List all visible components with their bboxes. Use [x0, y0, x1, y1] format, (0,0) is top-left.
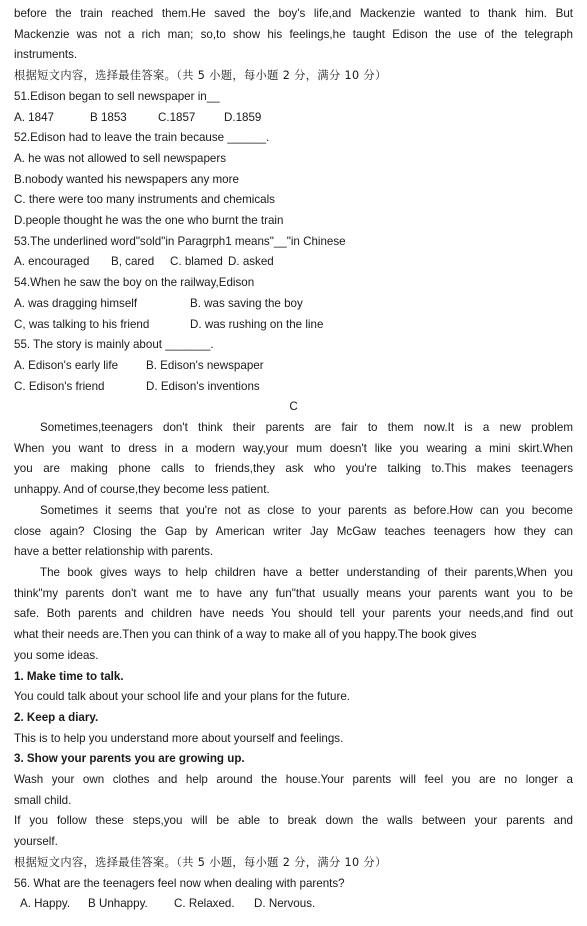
tip-body: Wash your own clothes and help around the house.Your parents will feel you are no longer a — [14, 773, 573, 787]
question-stem: 51.Edison began to sell newspaper in__ — [14, 89, 220, 103]
tip-body: small child. — [14, 793, 72, 807]
passage-closing — [14, 811, 573, 852]
option-c[interactable]: C. Edison's friend — [14, 379, 105, 393]
passage-line: you some ideas. — [14, 648, 99, 662]
question-54 — [14, 273, 573, 335]
option-c[interactable]: C.1857 — [158, 110, 196, 124]
option-d[interactable]: D.people thought he was the one who burnt the train — [14, 214, 284, 228]
passage-line: think"my parents don't want me to have any fun"that usually means your parents want you to be — [14, 586, 573, 600]
passage-line: When you want to dress in a modern way,your mum doesn't like you wearing a mini skirt.When — [14, 441, 573, 455]
passage-paragraph — [14, 501, 573, 563]
question-56 — [14, 874, 573, 915]
option-b[interactable]: B, cared — [111, 255, 155, 269]
option-b[interactable]: B 1853 — [90, 110, 127, 124]
option-row — [14, 294, 573, 315]
tip-body: This is to help you understand more about yourself and feelings. — [14, 731, 344, 745]
passage-line: instruments. — [14, 48, 78, 62]
option-row — [14, 377, 573, 398]
section-instruction: 根据短文内容，选择最佳答案。（共 5 小题，每小题 2 分，满分 10 分） — [14, 855, 387, 869]
question-stem: 54.When he saw the boy on the railway,Edison — [14, 276, 255, 290]
tip-item — [14, 708, 573, 749]
question-stem: 55. The story is mainly about _______. — [14, 338, 214, 352]
tip-item — [14, 749, 573, 811]
passage-line: Sometimes,teenagers don't think their parents are fair to them now.It is a new problem — [40, 421, 573, 435]
option-d[interactable]: D. Edison's inventions — [146, 379, 260, 393]
passage-line: The book gives ways to help children have a better understanding of their parents,When you — [40, 565, 573, 579]
passage-line: If you follow these steps,you will be able to break down the walls between your parents and — [14, 814, 573, 828]
option-row — [14, 315, 573, 336]
option-a[interactable]: A. 1847 — [14, 110, 54, 124]
option-c[interactable]: C. blamed — [170, 255, 223, 269]
option-b[interactable]: B. was saving the boy — [190, 296, 303, 310]
passage-line: what their needs are.Then you can think of a way to make all of you happy.The book gives — [14, 628, 477, 642]
option-row — [14, 252, 573, 273]
passage-line: unhappy. And of course,they become less patient. — [14, 483, 270, 497]
passage-line: Mackenzie was not a rich man; so,to show his feelings,he taught Edison the use of the telegraph — [14, 27, 573, 41]
option-d[interactable]: D. was rushing on the line — [190, 317, 324, 331]
passage-line: you are making phone calls to friends,they ask who you're talking to.This makes teenagers — [14, 462, 573, 476]
option-d[interactable]: D.1859 — [224, 110, 262, 124]
option-b[interactable]: B Unhappy. — [88, 897, 148, 911]
option-a[interactable]: A. encouraged — [14, 255, 90, 269]
option-c[interactable]: C. Relaxed. — [174, 897, 235, 911]
option-d[interactable]: D. asked — [228, 255, 274, 269]
option-row — [14, 356, 573, 377]
option-a[interactable]: A. Edison's early life — [14, 358, 119, 372]
question-stem: 56. What are the teenagers feel now when dealing with parents? — [14, 876, 345, 890]
option-c[interactable]: C. there were too many instruments and chemicals — [14, 193, 275, 207]
passage-line: safe. Both parents and children have needs You should tell your parents your needs,and find out — [14, 607, 573, 621]
tip-title: 2. Keep a diary. — [14, 710, 99, 724]
passage-paragraph — [14, 418, 573, 501]
option-row — [14, 894, 573, 915]
option-b[interactable]: B. Edison's newspaper — [146, 358, 264, 372]
tip-title: 1. Make time to talk. — [14, 669, 124, 683]
passage-b-ending — [14, 4, 573, 66]
option-d[interactable]: D. Nervous. — [254, 897, 316, 911]
section-instruction: 根据短文内容，选择最佳答案。（共 5 小题，每小题 2 分，满分 10 分） — [14, 69, 387, 83]
question-stem: 53.The underlined word"sold"in Paragrph1 means"__"in Chinese — [14, 234, 346, 248]
option-b[interactable]: B.nobody wanted his newspapers any more — [14, 172, 239, 186]
option-a[interactable]: A. Happy. — [20, 897, 71, 911]
question-stem: 52.Edison had to leave the train because ______. — [14, 131, 270, 145]
option-row — [14, 108, 573, 129]
option-c[interactable]: C, was talking to his friend — [14, 317, 150, 331]
option-a[interactable]: A. was dragging himself — [14, 296, 138, 310]
passage-line: before the train reached them.He saved the boy's life,and Mackenzie wanted to thank him. But — [14, 7, 573, 20]
question-52 — [14, 128, 573, 232]
passage-line: yourself. — [14, 835, 58, 849]
passage-line: Sometimes it seems that you're not as close to your parents as before.How can you become — [40, 503, 573, 517]
passage-line: close again? Closing the Gap by American writer Jay McGaw teaches teenagers how they can — [14, 524, 573, 538]
question-51 — [14, 87, 573, 128]
section-heading: C — [289, 400, 298, 414]
passage-line: have a better relationship with parents. — [14, 545, 214, 559]
passage-paragraph — [14, 563, 573, 667]
question-53 — [14, 232, 573, 273]
tip-body: You could talk about your school life and your plans for the future. — [14, 690, 351, 704]
option-a[interactable]: A. he was not allowed to sell newspapers — [14, 151, 227, 165]
tip-item — [14, 667, 573, 708]
tip-title: 3. Show your parents you are growing up. — [14, 752, 245, 766]
question-55 — [14, 335, 573, 397]
